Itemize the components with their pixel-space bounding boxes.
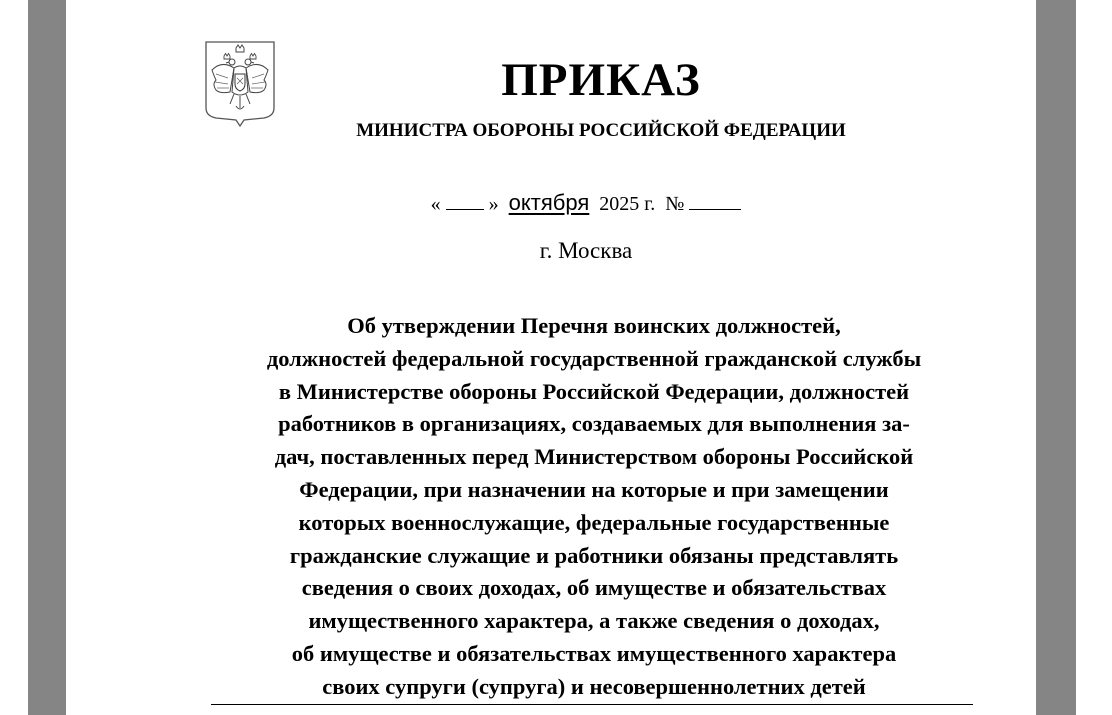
date-year: 2025 г.: [599, 193, 656, 215]
document-subtitle: МИНИСТРА ОБОРОНЫ РОССИЙСКОЙ ФЕДЕРАЦИИ: [356, 120, 846, 141]
heading-line: имущественного характера, а также сведения о доходах,: [308, 608, 880, 634]
heading-line: сведения о своих доходах, об имуществе и обязательствах: [301, 575, 887, 601]
heading-line: работников в организациях, создаваемых для выполнения за-: [278, 411, 910, 437]
heading-line: дач, поставленных перед Министерством обороны Российской: [274, 444, 914, 470]
heading-line: своих супруги (супруга) и несовершеннолетних детей: [322, 673, 866, 699]
heading-line: в Министерстве обороны Российской Федерации, должностей: [278, 378, 910, 404]
heading-line: Об утверждении Перечня воинских должностей,: [347, 313, 841, 338]
heading-underline: [211, 704, 973, 705]
date-month: октября: [508, 190, 590, 215]
document-city: г. Москва: [539, 238, 633, 263]
viewer-margin-right: [1076, 0, 1112, 715]
day-blank: [446, 191, 484, 210]
heading-line: которых военнослужащие, федеральные государственные: [298, 509, 890, 535]
date-quote-close: »: [488, 193, 499, 215]
document-page: [66, 0, 1036, 715]
number-blank: [689, 191, 741, 210]
heading-line: об имуществе и обязательствах имущественного характера: [291, 640, 897, 666]
heading-line: должностей федеральной государственной гражданской службы: [266, 345, 922, 371]
document-title: ПРИКАЗ: [501, 54, 701, 106]
heading-line: гражданские служащие и работники обязаны представлять: [289, 542, 899, 568]
viewer-margin-left: [0, 0, 28, 715]
heading-line: Федерации, при назначении на которые и при замещении: [299, 476, 889, 502]
date-quote-open: «: [430, 193, 441, 215]
number-sign: №: [665, 193, 685, 215]
date-line: [66, 188, 1036, 219]
document-heading: [208, 310, 980, 704]
